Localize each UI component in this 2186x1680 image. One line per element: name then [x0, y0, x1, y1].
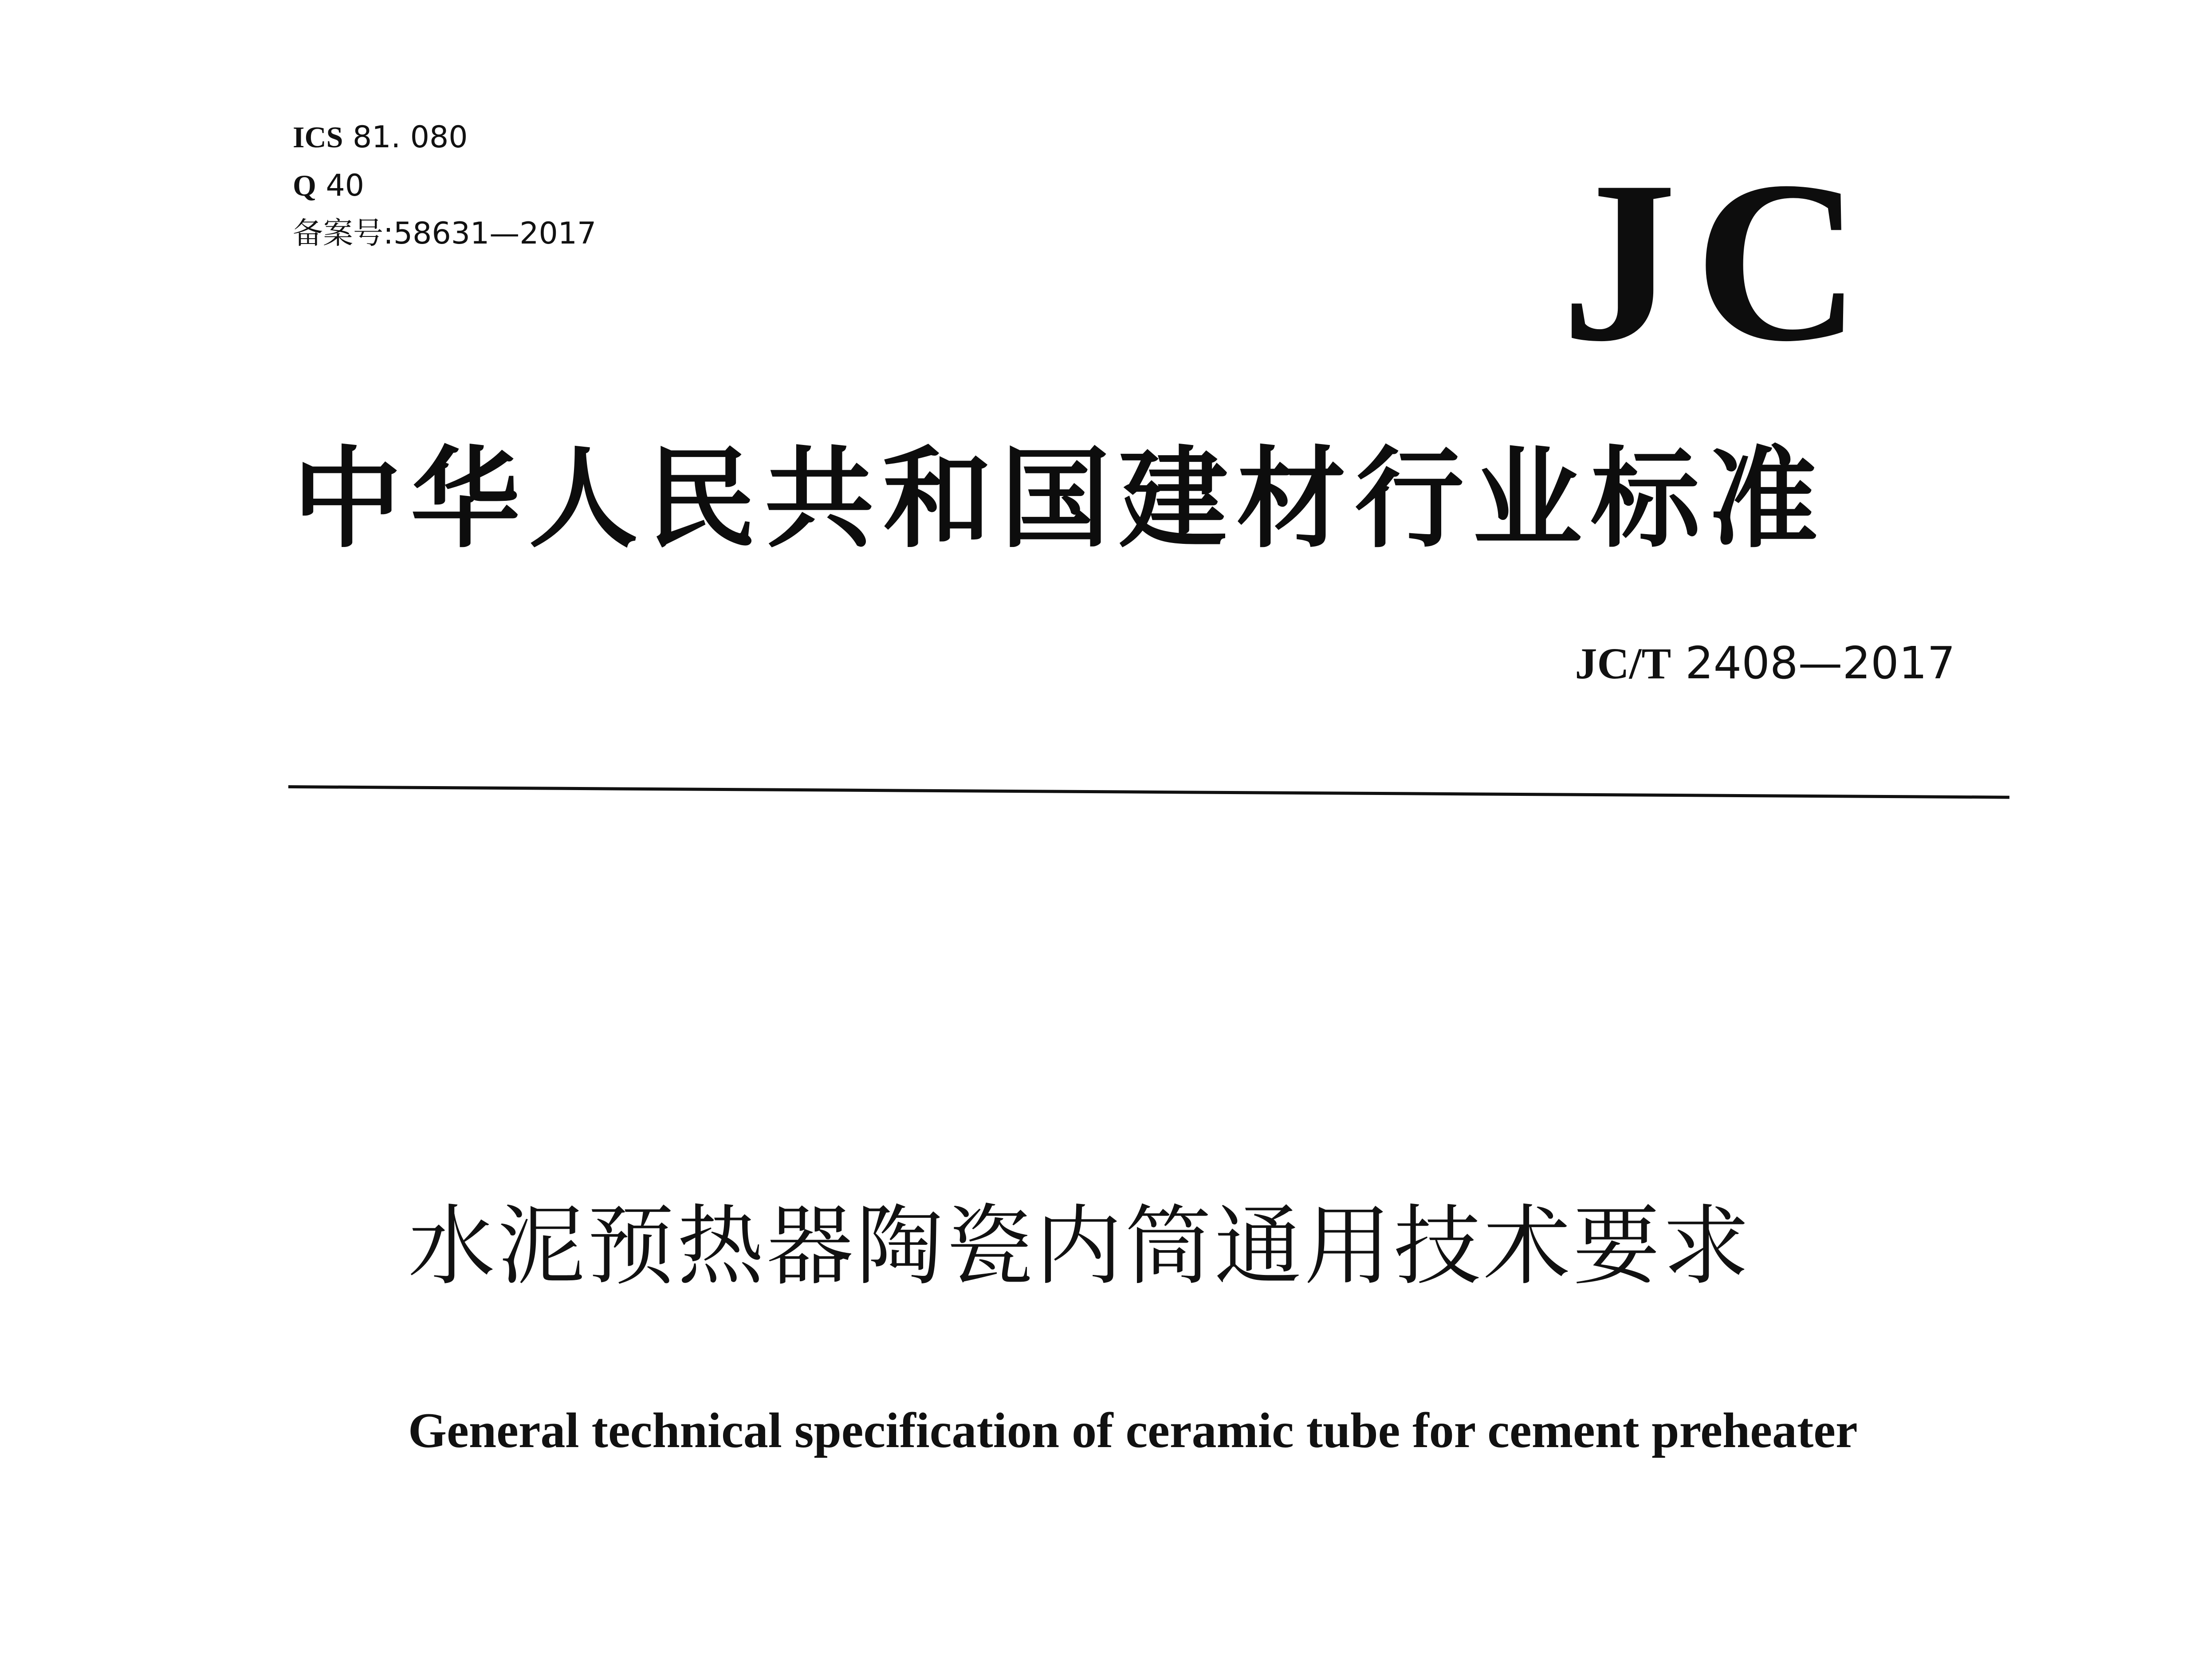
header-divider — [288, 785, 2009, 799]
ccs-line — [293, 161, 596, 210]
ics-value: 81. 080 — [353, 120, 468, 155]
ccs-value: 40 — [326, 168, 365, 203]
standard-code-prefix: JC/T — [1575, 639, 1671, 688]
ics-line — [293, 113, 596, 161]
jc-logo: JC — [1561, 134, 1879, 389]
ccs-label: Q — [293, 169, 316, 202]
record-number: 备案号:58631—2017 — [293, 216, 597, 251]
ics-label: ICS — [293, 120, 343, 154]
industry-standard-title: 中华人民共和国建材行业标准 — [293, 435, 1827, 563]
document-title-english: General technical specification of ceramic tube for cement preheater — [408, 1403, 1858, 1458]
standard-code-number: 2408—2017 — [1685, 637, 1955, 689]
standard-code — [1575, 634, 1955, 692]
document-title-chinese: 水泥预热器陶瓷内筒通用技术要求 — [408, 1196, 1753, 1297]
classification-block — [293, 113, 596, 258]
